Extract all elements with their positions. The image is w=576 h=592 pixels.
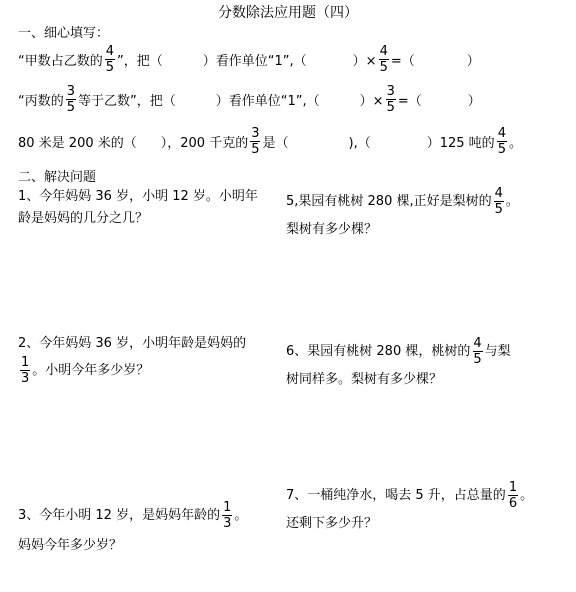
fill-line-1 [18,44,480,75]
line1-text-c: ）看作单位“1”,（ [202,54,307,69]
fill-line-3 [18,126,522,157]
line2-text-e: =（ [397,94,422,109]
q2-line-2: 。小明今年多少岁？ [32,362,150,378]
fraction-4-5: $\frac{4}{5}$ [105,44,115,75]
line2-text-c: ）看作单位“1”,（ [215,94,320,109]
line2-text-a: “丙数的 [18,94,64,109]
q7-line-1b: 。 [520,487,534,503]
line2-text-d: ）× [359,94,384,109]
q7-line-2: 还剩下多少升？ [286,516,378,531]
line2-text-b: 等于乙数”，把（ [78,94,176,109]
q1-line-1: 1、今年妈妈 36 岁，小明 12 岁。小明年 [18,189,258,204]
fraction-4-5: $\frac{4}{5}$ [497,126,506,157]
fraction-4-5: $\frac{4}{5}$ [494,186,503,217]
fraction-1-6: $\frac{1}{6}$ [508,480,518,511]
q1-line-2: 龄是妈妈的几分之几？ [18,211,149,226]
q5-line-1a: 5,果园有桃树 280 棵,正好是梨树的 [286,193,492,209]
question-3 [18,500,288,557]
line1-text-e: =（ [390,54,415,69]
question-5 [286,186,566,241]
question-7 [286,480,566,535]
section2-heading: 二、解决问题 [18,170,97,185]
line1-text-b: ”，把（ [117,54,163,69]
fraction-3-5: $\frac{3}{5}$ [251,126,260,157]
q3-line-1a: 3、今年小明 12 岁，是妈妈年龄的 [18,507,221,523]
q3-line-2: 妈妈今年多少岁？ [18,538,123,553]
fill-line-2 [18,84,481,115]
line3-text-f: 。 [508,136,522,151]
line2-text-f: ） [467,94,481,109]
question-1 [18,186,278,230]
line1-text-f: ） [466,54,480,69]
fraction-3-5: $\frac{3}{5}$ [66,84,76,115]
fraction-4-5: $\frac{4}{5}$ [379,44,388,75]
line3-text-b: ），200 千克的 [160,136,249,151]
line3-text-a: 80 米是 200 米的（ [18,136,137,151]
q6-line-1b: 与梨 [484,343,511,359]
line3-text-e: ）125 吨的 [426,136,495,151]
line3-text-c: 是（ [262,136,289,151]
q6-line-2: 树同样多。梨树有多少棵？ [286,372,443,387]
q7-line-1a: 7、一桶纯净水，喝去 5 升，占总量的 [286,487,506,503]
q2-line-1: 2、今年妈妈 36 岁，小明年龄是妈妈的 [18,336,247,351]
line3-text-d: ),（ [348,136,371,151]
q5-line-1b: 。 [505,193,519,209]
page-title: 分数除法应用题（四） [218,5,358,21]
fraction-3-5: $\frac{3}{5}$ [386,84,395,115]
q3-line-1b: 。 [234,507,248,523]
question-6 [286,336,566,391]
question-2 [18,333,288,386]
fraction-4-5: $\frac{4}{5}$ [473,336,482,367]
line1-text-a: “甲数占乙数的 [18,54,103,69]
q5-line-2: 梨树有多少棵？ [286,222,378,237]
q6-line-1a: 6、果园有桃树 280 棵，桃树的 [286,343,471,359]
fraction-1-3: $\frac{1}{3}$ [21,355,30,386]
fraction-1-3: $\frac{1}{3}$ [223,500,232,531]
section1-heading: 一、细心填写： [18,26,110,41]
line1-text-d: ）× [352,54,377,69]
